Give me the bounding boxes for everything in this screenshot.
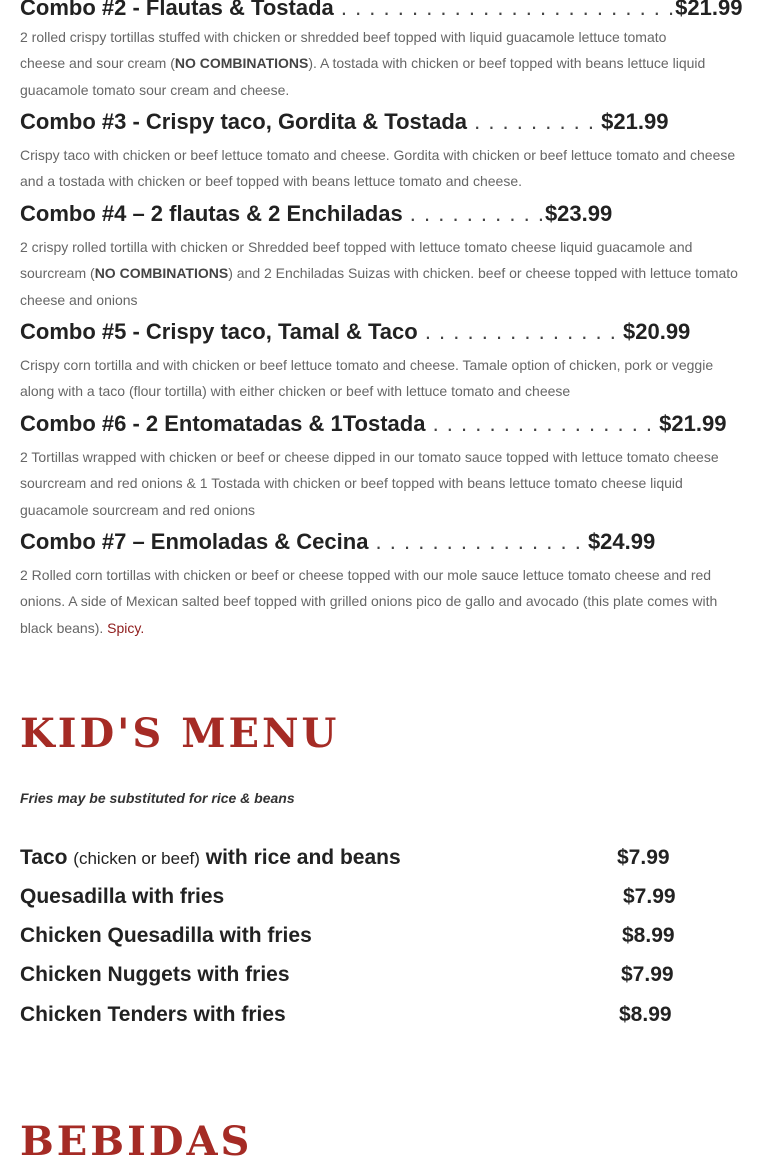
combo-name: Combo #7 – Enmoladas & Cecina	[20, 529, 369, 554]
combo-description: Crispy corn tortilla and with chicken or beef lettuce tomato and cheese. Tamale option of chicken, pork or veggie along with a taco (flour tortilla) with either chicken or beef with lettuce tomato and cheese	[20, 357, 714, 400]
dot-leader: . . . . . . . . . . . . . . . . . . . . . . . .	[333, 0, 676, 20]
combo-name: Combo #3 - Crispy taco, Gordita & Tostada	[20, 109, 467, 134]
item-name: Quesadilla with fries	[20, 885, 225, 908]
item-price: $8.99	[619, 1003, 672, 1026]
combo-name: Combo #4 – 2 flautas & 2 Enchiladas	[20, 201, 403, 226]
combo-title	[20, 411, 726, 437]
kid-menu-item	[20, 962, 680, 988]
item-name: Taco	[20, 846, 74, 869]
combo-title	[20, 529, 655, 555]
item-name: Chicken Nuggets with fries	[20, 963, 290, 986]
kid-menu-item	[20, 1002, 680, 1028]
combo-price: $21.99	[675, 0, 743, 20]
combo-title	[20, 0, 742, 21]
combo-name: Combo #5 - Crispy taco, Tamal & Taco	[20, 319, 418, 344]
item-name: Chicken Quesadilla with fries	[20, 924, 312, 947]
dot-leader: . . . . . . . . . . . . . . .	[368, 529, 582, 554]
combo-title	[20, 319, 690, 345]
kid-menu-item	[20, 845, 680, 872]
spicy-label: Spicy.	[107, 619, 145, 636]
item-price: $8.99	[622, 924, 675, 947]
combo-description: 2 Tortillas wrapped with chicken or beef or cheese dipped in our tomato sauce topped with lettuce tomato cheese sourcream and red onions & 1 Tostada with chicken or beef topped with beans lettuce tomato cheese liquid guacamole sourcream and red onions	[20, 449, 719, 518]
bebidas-heading: BEBIDAS	[20, 1118, 253, 1165]
kid-menu-item	[20, 923, 680, 949]
combo-price: $23.99	[544, 201, 613, 226]
combo-name: Combo #6 - 2 Entomatadas & 1Tostada	[20, 411, 426, 436]
combo-price: $21.99	[601, 109, 669, 134]
kids-menu-heading: KID'S MENU	[20, 710, 340, 757]
item-price: $7.99	[623, 885, 676, 908]
dot-leader: . . . . . . . . . .	[402, 201, 545, 226]
combo-description: 2 Rolled corn tortillas with chicken or beef or cheese topped with our mole sauce lettuce tomato cheese and red onions. A side of Mexican salted beef topped with grilled onions pico de gallo and avocado (this plate comes with black beans). Spicy.	[20, 567, 718, 636]
substitution-note: Fries may be substituted for rice & beans	[20, 790, 295, 806]
kid-menu-item	[20, 884, 680, 910]
dot-leader: . . . . . . . . . . . . . .	[417, 319, 617, 344]
item-price: $7.99	[621, 963, 674, 986]
item-name: Chicken Tenders with fries	[20, 1003, 286, 1026]
combo-description: 2 rolled crispy tortillas stuffed with chicken or shredded beef topped with liquid guacamole lettuce tomato cheese and sour cream (NO COMBINATIONS). A tostada with chicken or beef topped with beans lettuce liquid guacamole tomato sour cream and cheese.	[20, 29, 706, 98]
item-option: (chicken or beef)	[73, 849, 200, 868]
combo-description: 2 crispy rolled tortilla with chicken or Shredded beef topped with lettuce tomato cheese liquid guacamole and sourcream (NO COMBINATIONS) and 2 Enchiladas Suizas with chicken. beef or cheese topped with lettuce tomato cheese and onions	[20, 239, 738, 308]
item-name-suffix: with rice and beans	[199, 846, 401, 869]
combo-title	[20, 201, 612, 227]
dot-leader: . . . . . . . . . . . . . . . .	[425, 411, 654, 436]
combo-title	[20, 109, 668, 135]
combo-description: Crispy taco with chicken or beef lettuce tomato and cheese. Gordita with chicken or beef lettuce tomato and cheese and a tostada with chicken or beef topped with beans lettuce tomato and cheese.	[20, 147, 736, 190]
combo-name: Combo #2 - Flautas & Tostada	[20, 0, 334, 20]
combo-price: $21.99	[659, 411, 727, 436]
item-price: $7.99	[617, 846, 670, 869]
dot-leader: . . . . . . . . .	[467, 109, 596, 134]
combo-price: $24.99	[587, 529, 656, 554]
combo-price: $20.99	[623, 319, 691, 344]
